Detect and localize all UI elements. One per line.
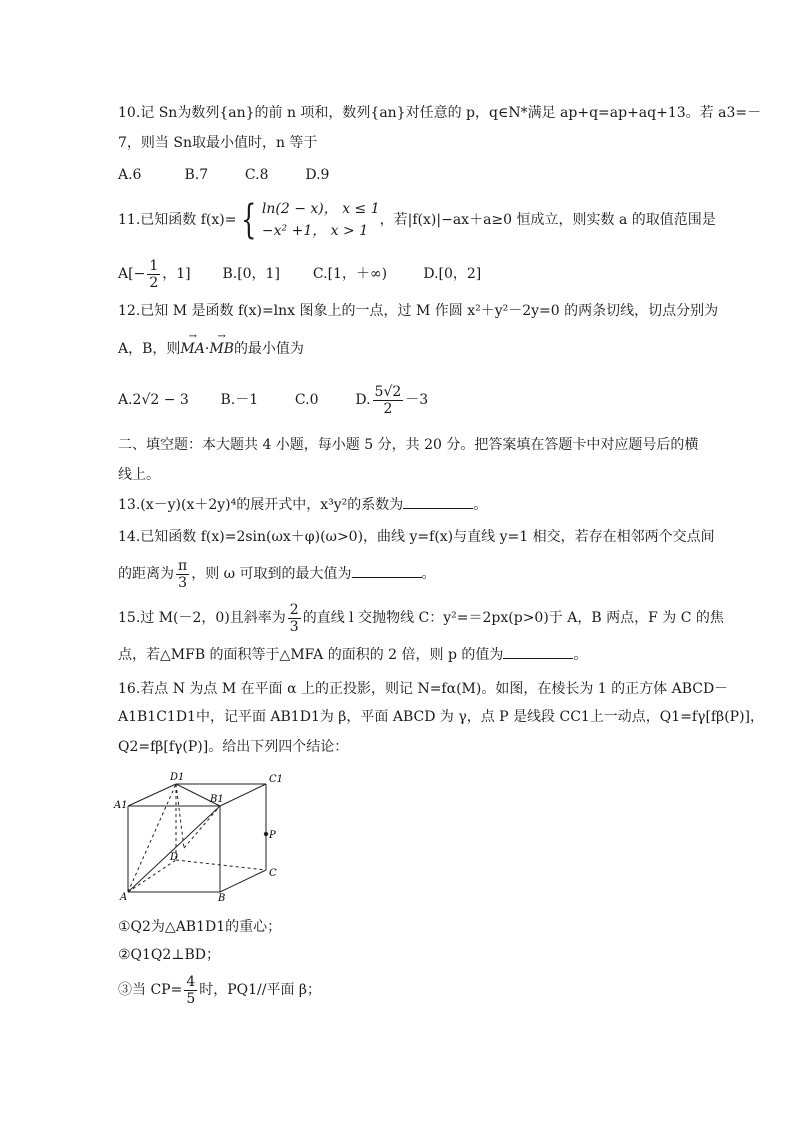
projection-line-2	[184, 806, 220, 848]
section2-line2: 线上。	[118, 467, 160, 483]
q11-stem	[118, 196, 716, 244]
q12-option-a: A.2√2 − 3	[118, 392, 189, 408]
q11-suffix: ，若|f(x)|−ax＋a≥0 恒成立，则实数 a 的取值范围是	[379, 212, 716, 228]
q10-line2: 7，则当 Sn取最小值时，n 等于	[118, 135, 318, 151]
q10-line1: 10.记 Sn为数列{an}的前 n 项和，数列{an}对任意的 p，q∈N*满足 ap+q=ap+aq+13。若 a3=－	[118, 105, 762, 121]
q10-option-c: C.8	[244, 167, 269, 183]
q16-conclusion-2: ②Q1Q2⊥BD；	[118, 947, 220, 963]
edge-b1c1	[220, 784, 266, 806]
edge-a1d1	[128, 784, 176, 806]
edge-ad1	[128, 784, 179, 892]
q12-option-d-fraction: $\frac{5√2}{2}$	[374, 383, 402, 417]
q16-conclusion-1: ①Q2为△AB1D1的重心；	[118, 919, 282, 935]
q11-piecewise	[262, 198, 380, 242]
label-p: P	[269, 830, 276, 841]
q12-line1: 12.已知 M 是函数 f(x)=lnx 图象上的一点，过 M 作圆 x²＋y²－2y=0 的两条切线，切点分别为	[118, 303, 719, 319]
q14-fraction: $\frac{\pi}{3}$	[178, 557, 188, 591]
q11-prefix: 11.已知函数 f(x)=	[118, 212, 237, 228]
q11-case2: −x² +1， x > 1	[261, 223, 369, 239]
q11-option-a-fraction: $\frac{1}{2}$	[149, 257, 159, 291]
q16-conclusion-3-fraction: $\frac{4}{5}$	[186, 973, 196, 1007]
q10-option-b: B.7	[184, 167, 209, 183]
projection-line	[176, 784, 184, 848]
label-c1: C1	[269, 774, 284, 785]
q16-line2: A1B1C1D1中，记平面 AB1D1为 β，平面 ABCD 为 γ，点 P 是线段 CC1上一动点，Q1=fγ[fβ(P)]，	[118, 709, 765, 725]
label-a1: A1	[114, 800, 128, 811]
label-b: B	[218, 893, 226, 902]
q14-line2: 的距离为 $\frac{\pi}{3}$ ，则 ω 可取到的最大值为 。	[118, 557, 436, 591]
point-p	[264, 832, 268, 836]
edge-ab1	[128, 806, 220, 892]
q16-line3: Q2=fβ[fγ(P)]。给出下列四个结论：	[118, 739, 349, 755]
label-b1: B1	[210, 794, 224, 805]
q15-fraction: $\frac{2}{3}$	[289, 601, 299, 635]
q11-option-d: D.[0，2]	[423, 266, 482, 282]
q14-answer-blank	[352, 565, 422, 578]
q12-option-b: B.－1	[220, 392, 259, 408]
q16-conclusion-3: ③当 CP= $\frac{4}{5}$ 时，PQ1//平面 β；	[118, 973, 322, 1007]
left-brace-icon: {	[241, 197, 257, 243]
q15-line1: 15.过 M(－2，0)且斜率为 $\frac{2}{3}$ 的直线 l 交抛物线 C：y²=＝2px(p>0)于 A，B 两点，F 为 C 的焦	[118, 601, 724, 635]
label-c: C	[269, 868, 277, 879]
vector-mb: → MB	[209, 340, 234, 358]
q12-line2: A，B，则→ MA·→ MB的最小值为	[118, 340, 304, 358]
q10-options	[118, 166, 329, 184]
label-d1: D1	[170, 772, 185, 783]
q14-line1: 14.已知函数 f(x)=2sin(ωx＋φ)(ω>0)，曲线 y=f(x)与直线 y=1 相交，若存在相邻两个交点间	[118, 529, 715, 545]
q12-option-d: D. $\frac{5√2}{2}$ －3	[355, 383, 429, 417]
q11-case1: ln(2 − x)， x ≤ 1	[261, 201, 380, 217]
q11-option-a: A[− $\frac{1}{2}$ ，1]	[118, 257, 191, 291]
q12-option-c: C.0	[294, 392, 319, 408]
section2-line1: 二、填空题：本大题共 4 小题，每小题 5 分，共 20 分。把答案填在答题卡中对应题号后的横	[118, 437, 699, 453]
cube-figure	[112, 768, 302, 902]
q11-option-b: B.[0，1]	[222, 266, 280, 282]
q11-options	[118, 256, 481, 292]
q15-line2: 点，若△MFB 的面积等于△MFA 的面积的 2 倍，则 p 的值为 。	[118, 647, 588, 663]
vector-ma: → MA	[180, 340, 204, 358]
edge-bc	[220, 870, 266, 892]
q13: 13.(x－y)(x＋2y)⁴的展开式中，x³y²的系数为 。	[118, 497, 488, 513]
q13-answer-blank	[403, 496, 473, 509]
q10-option-d: D.9	[305, 167, 330, 183]
edge-dc	[176, 860, 266, 870]
label-d: D	[170, 852, 179, 863]
q16-line1: 16.若点 N 为点 M 在平面 α 上的正投影，则记 N=fα(M)。如图，在棱长为 1 的正方体 ABCD－	[118, 681, 729, 697]
q15-answer-blank	[503, 646, 573, 659]
label-a: A	[120, 892, 128, 902]
edge-ad	[128, 860, 176, 892]
q10-option-a: A.6	[118, 167, 142, 183]
q11-option-c: C.[1，＋∞)	[312, 266, 388, 282]
q12-options	[118, 382, 428, 418]
